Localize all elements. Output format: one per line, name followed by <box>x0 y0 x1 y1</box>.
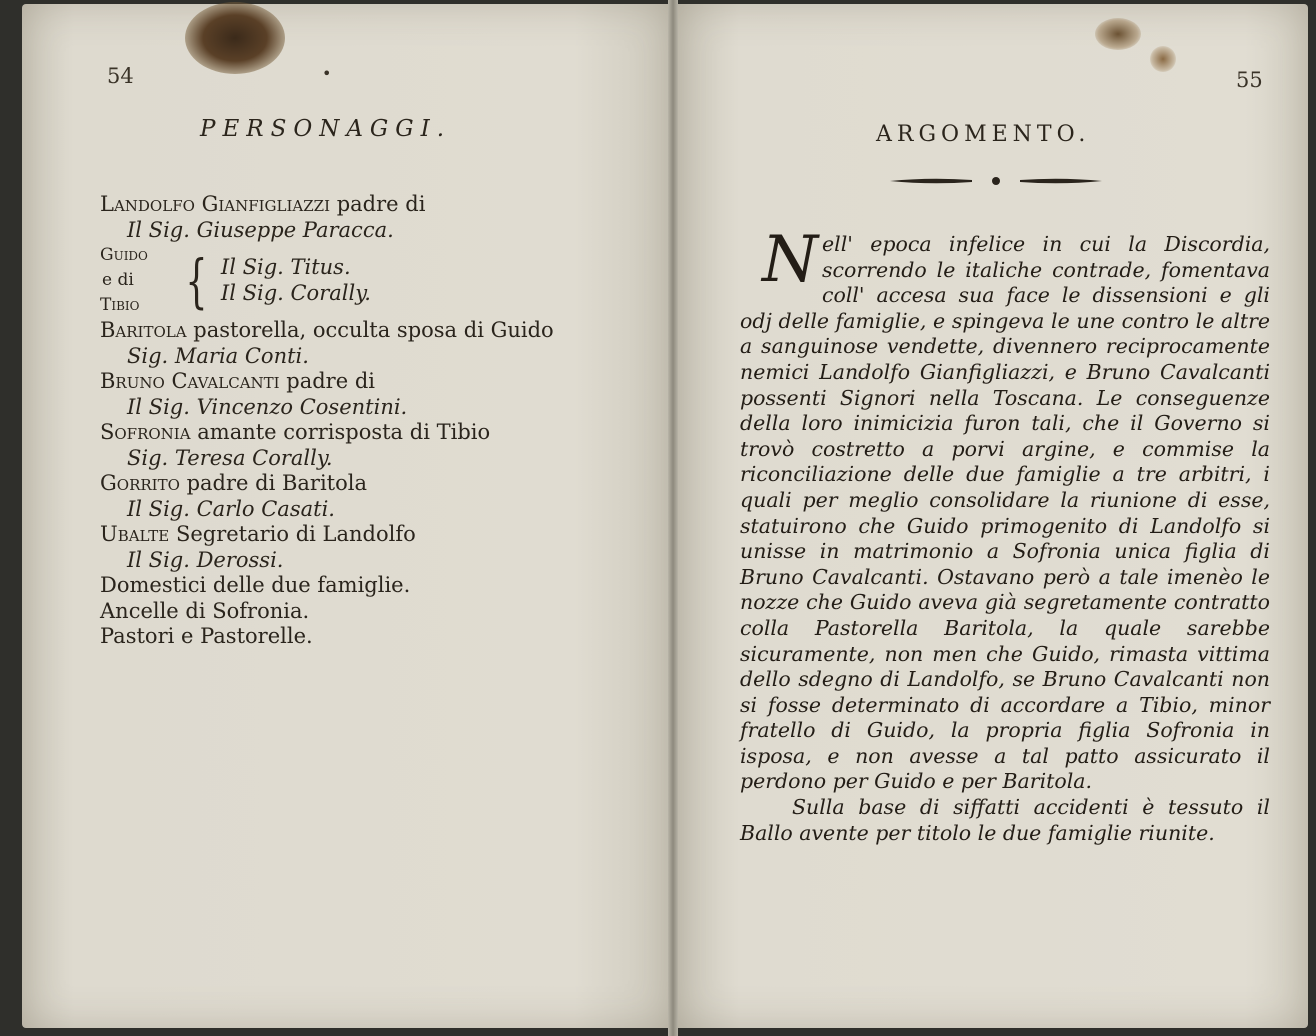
cast-actor: Il Sig. Derossi. <box>127 547 284 572</box>
right-page-number: 55 <box>1236 68 1263 92</box>
extras-entry: Domestici delle due famiglie. <box>100 573 411 597</box>
book-gutter <box>668 0 678 1036</box>
cast-entry-brace: Guido e di Tibio { Il Sig. Titus. Il Sig. Corally. <box>100 245 371 315</box>
extras-entry: Pastori e Pastorelle. <box>100 624 313 648</box>
page-dot: • <box>322 64 332 83</box>
cast-actor: Sig. Teresa Corally. <box>127 445 333 470</box>
argument-title: ARGOMENTO. <box>876 122 1091 147</box>
cast-entry: Gorrito padre di Baritola <box>100 471 367 495</box>
cast-entry: Sofronia amante corrisposta di Tibio <box>100 420 491 444</box>
cast-entry: Landolfo Gianfigliazzi padre di <box>100 192 426 216</box>
cast-actor: Il Sig. Vincenzo Cosentini. <box>127 394 408 419</box>
cast-actor: Sig. Maria Conti. <box>127 343 309 368</box>
cast-actor: Il Sig. Carlo Casati. <box>127 496 335 521</box>
ink-stain <box>185 2 285 74</box>
argument-paragraph: Sulla base di siffatti accidenti è tessuto il Ballo avente per titolo le due famiglie riunite. <box>740 795 1270 845</box>
brace-icon: { <box>185 246 208 315</box>
cast-actor: Il Sig. Giuseppe Paracca. <box>127 217 394 242</box>
left-page-number: 54 <box>107 64 134 88</box>
dropcap: N <box>762 223 818 297</box>
cast-entry: Baritola pastorella, occulta sposa di Guido <box>100 318 554 342</box>
ink-stain <box>1095 18 1141 50</box>
cast-entry: Ubalte Segretario di Landolfo <box>100 522 416 546</box>
cast-entry: Bruno Cavalcanti padre di <box>100 369 375 393</box>
argument-paragraph: Nell' epoca infelice in cui la Discordia, scorrendo le italiche contrade, fomentava coll' accesa sua face le dissensioni e gli odj delle famiglie, e spingeva le une contro le altre a sanguinose vendette, divennero reciprocamente nemici Landolfo Gianfigliazzi, e Bruno Cavalcanti possenti Signori nella Toscana. Le conseguenze della loro inimicizia furon tali, che il Governo si trovò costretto a porvi argine, e commise la riconciliazione delle due famiglie a tre arbitri, i quali per meglio consolidare la riunione di esse, statuirono che Guido primogenito di Landolfo si unisse in matrimonio a Sofronia unica figlia di Bruno Cavalcanti. Ostavano però a tale imenèo le nozze che Guido aveva già segretamente contratto colla Pastorella Baritola, la quale sarebbe sicuramente, non men che Guido, rimasta vittima dello sdegno di Landolfo, se Bruno Cavalcanti non si fosse determinato di accordare a Tibio, minor fratello di Guido, la propria figlia Sofronia in isposa, e non avesse a tal patto assicurato il perdono per Guido e per Baritola. <box>740 223 1270 794</box>
argument-body <box>740 223 1270 846</box>
ornament-divider <box>890 172 1102 190</box>
extras-entry: Ancelle di Sofronia. <box>100 598 310 623</box>
ink-stain <box>1150 46 1176 72</box>
cast-title: PERSONAGGI. <box>200 116 452 142</box>
cast-list <box>100 192 640 650</box>
